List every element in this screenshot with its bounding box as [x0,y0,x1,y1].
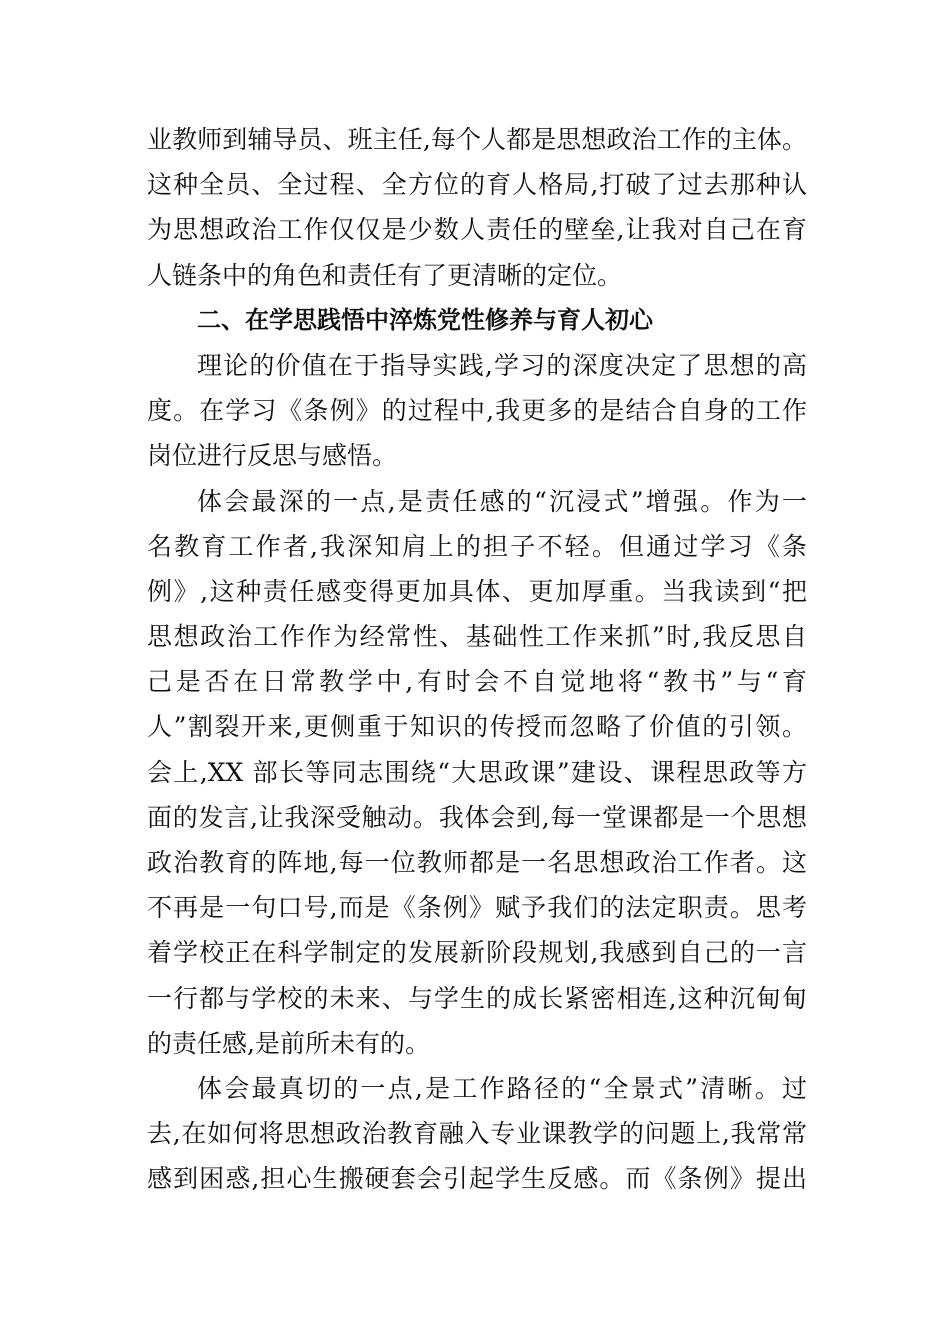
paragraph-line: 体会最深的一点,是责任感的“沉浸式”增强。作为一 [197,486,807,516]
paragraph-line: 度。在学习《条例》的过程中,我更多的是结合自身的工作 [147,396,807,426]
paragraph-line: 感到困惑,担心生搬硬套会引起学生反感。而《条例》提出 [147,1164,807,1194]
body-text [147,117,807,1202]
paragraph-line: 名教育工作者,我深知肩上的担子不轻。但通过学习《条 [147,531,807,561]
paragraph-line: 思想政治工作作为经常性、基础性工作来抓”时,我反思自 [147,622,807,652]
paragraph-line: 去,在如何将思想政治教育融入专业课教学的问题上,我常常 [147,1119,807,1149]
paragraph-line: 着学校正在科学制定的发展新阶段规划,我感到自己的一言 [147,938,807,968]
paragraph-line: 己是否在日常教学中,有时会不自觉地将“教书”与“育 [147,667,807,697]
paragraph-line: 面的发言,让我深受触动。我体会到,每一堂课都是一个思想 [147,802,807,832]
paragraph-line: 政治教育的阵地,每一位教师都是一名思想政治工作者。这 [147,848,807,877]
paragraph-line: 人链条中的角色和责任有了更清晰的定位。 [147,260,623,290]
paragraph-line: 人”割裂开来,更侧重于知识的传授而忽略了价值的引领。 [147,712,807,742]
paragraph-line: 体会最真切的一点,是工作路径的“全景式”清晰。过 [197,1073,807,1103]
paragraph-line: 会上,XX 部长等同志围绕“大思政课”建设、课程思政等方 [147,757,807,787]
section-heading: 二、在学思践悟中淬炼党性修养与育人初心 [197,305,653,334]
paragraph-line: 的责任感,是前所未有的。 [147,1028,430,1058]
paragraph-line: 岗位进行反思与感悟。 [147,441,398,471]
paragraph-line: 为思想政治工作仅仅是少数人责任的壁垒,让我对自己在育 [147,215,807,245]
paragraph-line: 一行都与学校的未来、与学生的成长紧密相连,这种沉甸甸 [147,983,807,1013]
paragraph-line: 不再是一句口号,而是《条例》赋予我们的法定职责。思考 [147,893,807,923]
paragraph-line: 理论的价值在于指导实践,学习的深度决定了思想的高 [197,350,807,380]
paragraph-line: 业教师到辅导员、班主任,每个人都是思想政治工作的主体。 [147,125,807,154]
paragraph-line: 例》,这种责任感变得更加具体、更加厚重。当我读到“把 [147,576,807,606]
paragraph-line: 这种全员、全过程、全方位的育人格局,打破了过去那种认 [147,170,807,200]
